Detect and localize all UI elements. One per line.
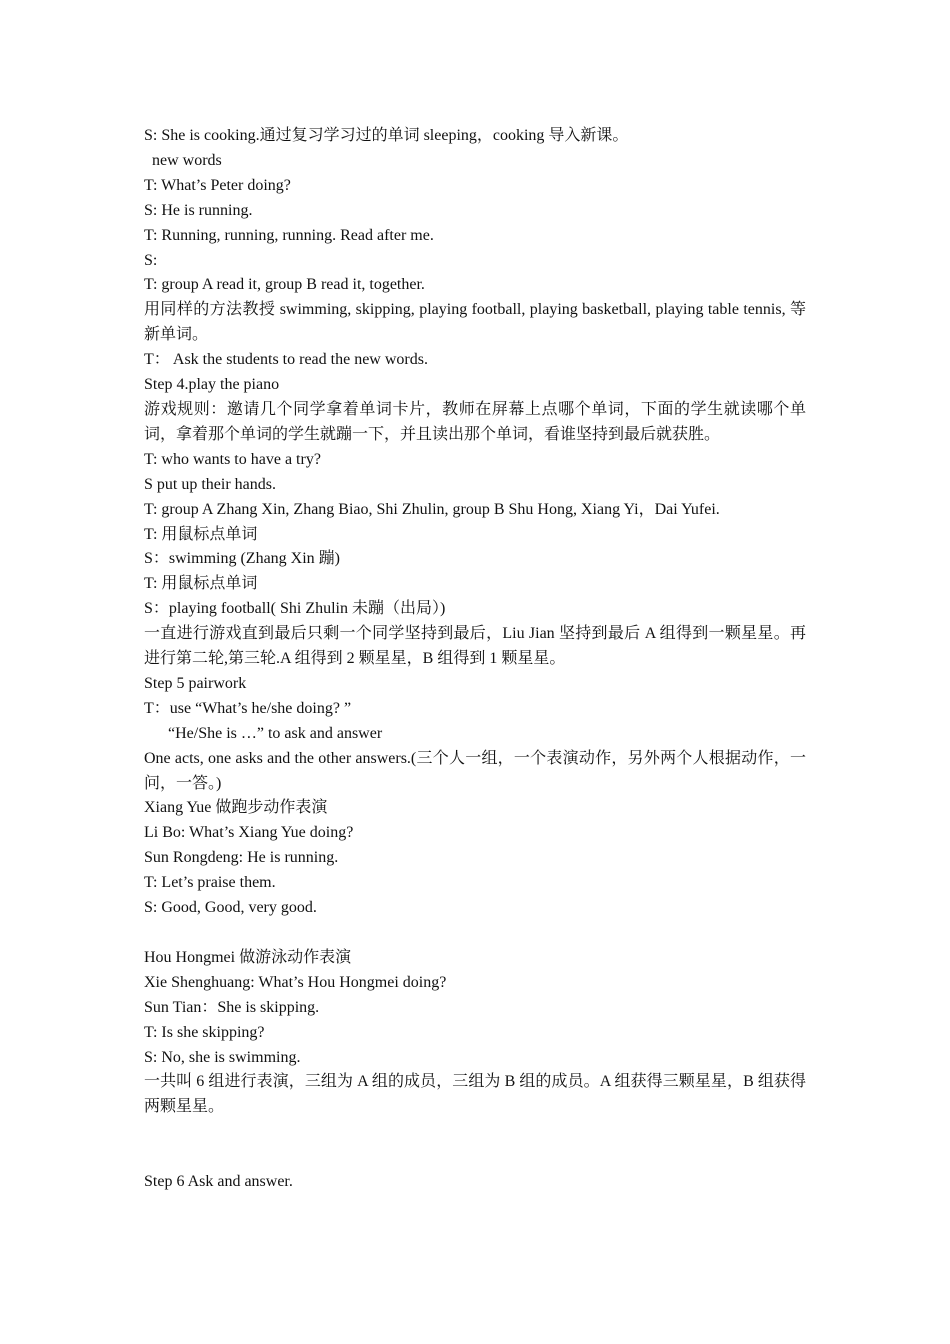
step-heading: Step 6 Ask and answer. bbox=[144, 1173, 293, 1191]
text-line: S：swimming (Zhang Xin 蹦) bbox=[144, 550, 340, 568]
text-paragraph: 游戏规则：邀请几个同学拿着单词卡片，教师在屏幕上点哪个单词，下面的学生就读哪个单词，拿着那个单词的学生就蹦一下，并且读出那个单词，看谁坚持到最后就获胜。 bbox=[144, 400, 806, 443]
text-paragraph: 一直进行游戏直到最后只剩一个同学坚持到最后，Liu Jian 坚持到最后 A 组得到一颗星星。再进行第二轮,第三轮.A 组得到 2 颗星星，B 组得到 1 颗星星。 bbox=[144, 625, 806, 668]
text-line: S: She is cooking.通过复习学习过的单词 sleeping，cooking 导入新课。 bbox=[144, 127, 629, 144]
step-heading: Step 5 pairwork bbox=[144, 674, 247, 692]
text-line: Hou Hongmei 做游泳动作表演 bbox=[144, 948, 352, 966]
text-paragraph: One acts, one asks and the other answers.(三个人一组，一个表演动作，另外两个人根据动作，一问，一答。) bbox=[144, 749, 806, 792]
text-line: S put up their hands. bbox=[144, 475, 276, 493]
text-line: T：use “What’s he/she doing? ” bbox=[144, 699, 352, 717]
text-line: Li Bo: What’s Xiang Yue doing? bbox=[144, 824, 354, 842]
text-line: Xiang Yue 做跑步动作表演 bbox=[144, 799, 328, 817]
text-line: T: What’s Peter doing? bbox=[144, 176, 291, 194]
text-line: T: group A Zhang Xin, Zhang Biao, Shi Zhulin, group B Shu Hong, Xiang Yi，Dai Yufei. bbox=[144, 500, 720, 518]
text-line: T: 用鼠标点单词 bbox=[144, 525, 258, 543]
text-line: S: Good, Good, very good. bbox=[144, 899, 317, 917]
text-line: T: Let’s praise them. bbox=[144, 874, 276, 892]
blank-line bbox=[144, 1120, 806, 1170]
text-line: S: bbox=[144, 251, 158, 269]
text-line: T: 用鼠标点单词 bbox=[144, 575, 258, 593]
text-line: T: group A read it, group B read it, together. bbox=[144, 276, 425, 294]
text-line: T: Running, running, running. Read after me. bbox=[144, 226, 434, 244]
text-paragraph: 用同样的方法教授 swimming, skipping, playing football, playing basketball, playing table tennis, 等新单词。 bbox=[144, 301, 806, 344]
text-paragraph: 一共叫 6 组进行表演，三组为 A 组的成员，三组为 B 组的成员。A 组获得三颗星星，B 组获得两颗星星。 bbox=[144, 1073, 806, 1116]
text-line: T: who wants to have a try? bbox=[144, 450, 321, 468]
text-line: Sun Tian：She is skipping. bbox=[144, 998, 320, 1016]
step-heading: Step 4.play the piano bbox=[144, 376, 280, 394]
text-line: S: No, she is swimming. bbox=[144, 1048, 301, 1066]
text-line: S：playing football( Shi Zhulin 未蹦（出局）) bbox=[144, 600, 446, 618]
text-line: T: Is she skipping? bbox=[144, 1023, 265, 1041]
document-body bbox=[144, 124, 806, 1195]
text-line: T： Ask the students to read the new words. bbox=[144, 351, 428, 369]
text-line: new words bbox=[144, 151, 222, 169]
text-line: Xie Shenghuang: What’s Hou Hongmei doing? bbox=[144, 973, 447, 991]
text-line: Sun Rongdeng: He is running. bbox=[144, 849, 339, 867]
blank-line bbox=[144, 921, 806, 946]
text-line: S: He is running. bbox=[144, 201, 253, 219]
text-line: “He/She is …” to ask and answer bbox=[144, 724, 383, 742]
